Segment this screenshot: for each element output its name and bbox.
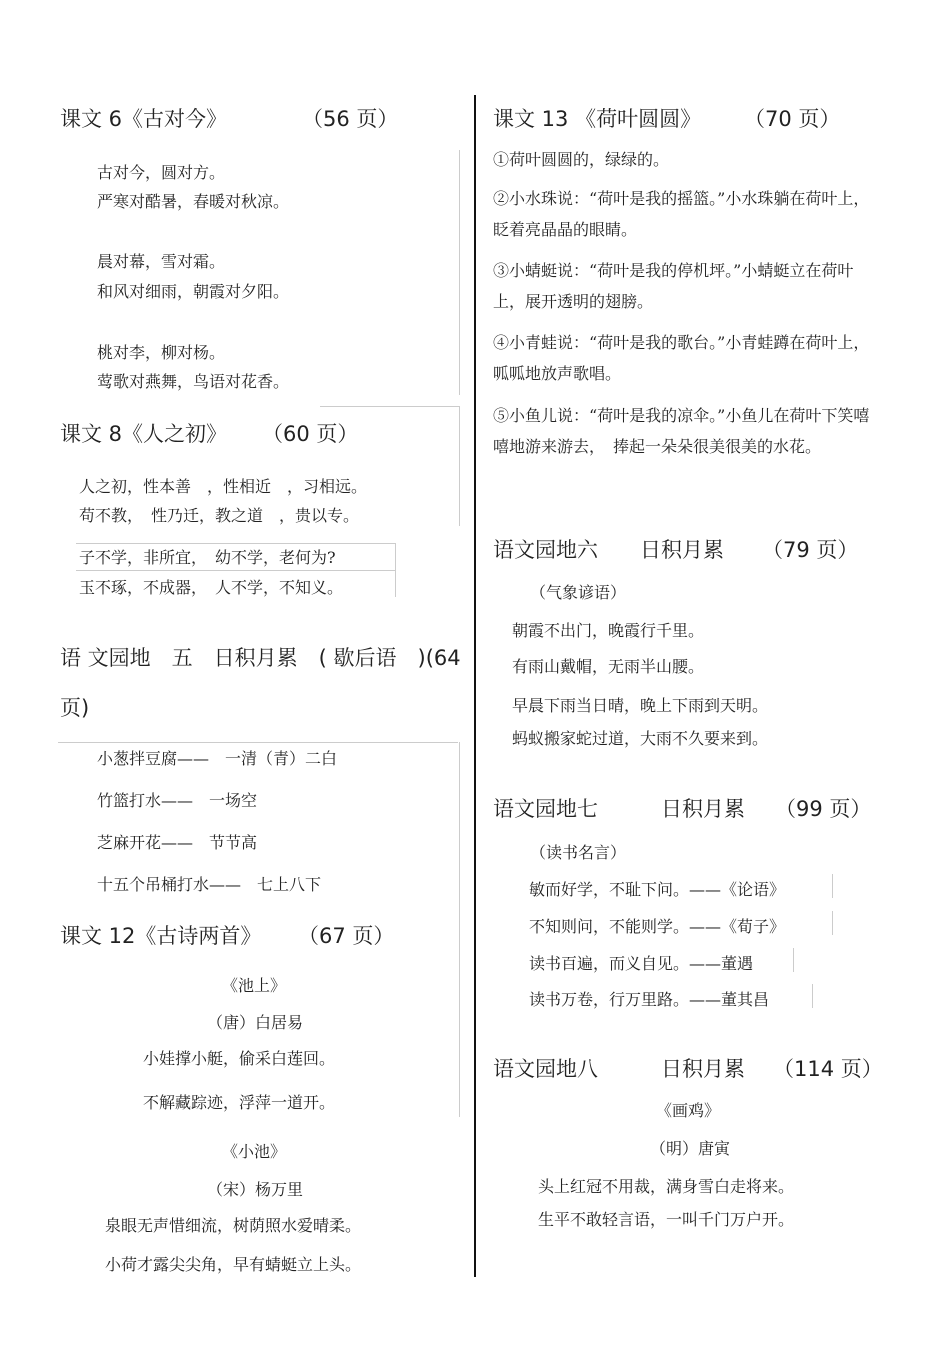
- poem-author: （宋）杨万里: [207, 1180, 304, 1199]
- text-line: 子不学，非所宜， 幼不学，老何为?: [79, 548, 336, 567]
- page-ref: （99 页）: [775, 797, 872, 821]
- poem-line: 头上红冠不用裁，满身雪白走将来。: [538, 1177, 795, 1196]
- text-line: 玉不琢，不成器， 人不学，不知义。: [79, 578, 344, 597]
- text-line: 不知则问，不能则学。——《荀子》: [529, 917, 786, 936]
- section-heading: 课文 13 《荷叶圆圆》: [493, 107, 702, 131]
- poem-line: 泉眼无声惜细流，树荫照水爱晴柔。: [105, 1216, 362, 1235]
- section-heading: 课文 8《人之初》: [60, 422, 228, 446]
- page-ref: （56 页）: [302, 107, 399, 131]
- scan-line: [76, 570, 396, 571]
- text-line: 人之初，性本善 ，性相近 ，习相远。: [79, 477, 368, 496]
- column-divider: [474, 95, 476, 1277]
- section-heading: 语 文园地 五 日积月累 ( 歇后语 )(64: [60, 646, 461, 670]
- paragraph: ②小水珠说：“荷叶是我的摇篮。”小水珠躺在荷叶上，眨着亮晶晶的眼睛。: [493, 189, 870, 239]
- scan-line: [76, 543, 396, 544]
- page-ref: （79 页）: [762, 538, 859, 562]
- scan-line: [459, 150, 460, 395]
- text-line: 古对今，圆对方。: [97, 163, 226, 182]
- section-heading: 语文园地六 日积月累: [493, 538, 724, 562]
- paragraph: ④小青蛙说：“荷叶是我的歌台。”小青蛙蹲在荷叶上，呱呱地放声歌唱。: [493, 333, 870, 383]
- text-line: 桃对李，柳对杨。: [97, 343, 226, 362]
- text-line: 早晨下雨当日晴，晚上下雨到天明。: [512, 696, 769, 715]
- scan-line: [832, 874, 833, 898]
- text-line: 读书百遍，而义自见。——董遇: [529, 954, 754, 973]
- scan-line: [832, 911, 833, 935]
- text-line: 敏而好学，不耻下问。——《论语》: [529, 880, 786, 899]
- scan-line: [459, 742, 460, 1117]
- poem-title: 《池上》: [222, 976, 287, 995]
- page-ref: （67 页）: [298, 924, 395, 948]
- section-heading: 语文园地八 日积月累: [493, 1057, 745, 1081]
- section-heading-cont: 页): [60, 696, 90, 720]
- scan-line: [812, 984, 813, 1008]
- scan-line: [793, 948, 794, 972]
- poem-line: 生平不敢轻言语，一叫千门万户开。: [538, 1210, 795, 1229]
- page-ref: （114 页）: [773, 1057, 883, 1081]
- sub-heading: （气象谚语）: [530, 583, 627, 602]
- text-line: 读书万卷，行万里路。——董其昌: [529, 990, 770, 1009]
- sub-heading: （读书名言）: [530, 843, 627, 862]
- text-line: 竹篮打水—— 一场空: [97, 791, 258, 810]
- text-line: 十五个吊桶打水—— 七上八下: [97, 875, 322, 894]
- section-heading: 语文园地七 日积月累: [493, 797, 745, 821]
- paragraph: ⑤小鱼儿说：“荷叶是我的凉伞。”小鱼儿在荷叶下笑嘻嘻地游来游去， 捧起一朵朵很美很美的水花。: [493, 406, 870, 456]
- poem-author: （明）唐寅: [650, 1139, 731, 1158]
- text-line: 朝霞不出门，晚霞行千里。: [512, 621, 705, 640]
- section-heading: 课文 6《古对今》: [60, 107, 228, 131]
- text-line: 芝麻开花—— 节节高: [97, 833, 258, 852]
- text-line: 严寒对酷暑，春暖对秋凉。: [97, 192, 290, 211]
- paragraph: ③小蜻蜓说：“荷叶是我的停机坪。”小蜻蜓立在荷叶上，展开透明的翅膀。: [493, 261, 854, 311]
- poem-author: （唐）白居易: [207, 1013, 304, 1032]
- text-line: 有雨山戴帽，无雨半山腰。: [512, 657, 705, 676]
- poem-title: 《画鸡》: [656, 1101, 721, 1120]
- scan-line: [459, 406, 460, 526]
- poem-line: 小荷才露尖尖角，早有蜻蜓立上头。: [105, 1255, 362, 1274]
- paragraph: ①荷叶圆圆的，绿绿的。: [493, 150, 670, 169]
- text-line: 苟不教， 性乃迁，教之道 ，贵以专。: [79, 506, 360, 525]
- poem-title: 《小池》: [222, 1142, 287, 1161]
- text-line: 蚂蚁搬家蛇过道，大雨不久要来到。: [512, 729, 769, 748]
- poem-line: 不解藏踪迹，浮萍一道开。: [143, 1093, 336, 1112]
- text-line: 莺歌对燕舞，鸟语对花香。: [97, 372, 290, 391]
- scan-line: [320, 406, 460, 407]
- text-line: 和风对细雨，朝霞对夕阳。: [97, 282, 290, 301]
- text-line: 晨对幕，雪对霜。: [97, 252, 226, 271]
- text-line: 小葱拌豆腐—— 一清（青）二白: [97, 749, 338, 768]
- scan-line: [58, 742, 458, 743]
- page-ref: （70 页）: [744, 107, 841, 131]
- poem-line: 小娃撑小艇，偷采白莲回。: [143, 1049, 336, 1068]
- section-heading: 课文 12《古诗两首》: [60, 924, 262, 948]
- page-ref: （60 页）: [262, 422, 359, 446]
